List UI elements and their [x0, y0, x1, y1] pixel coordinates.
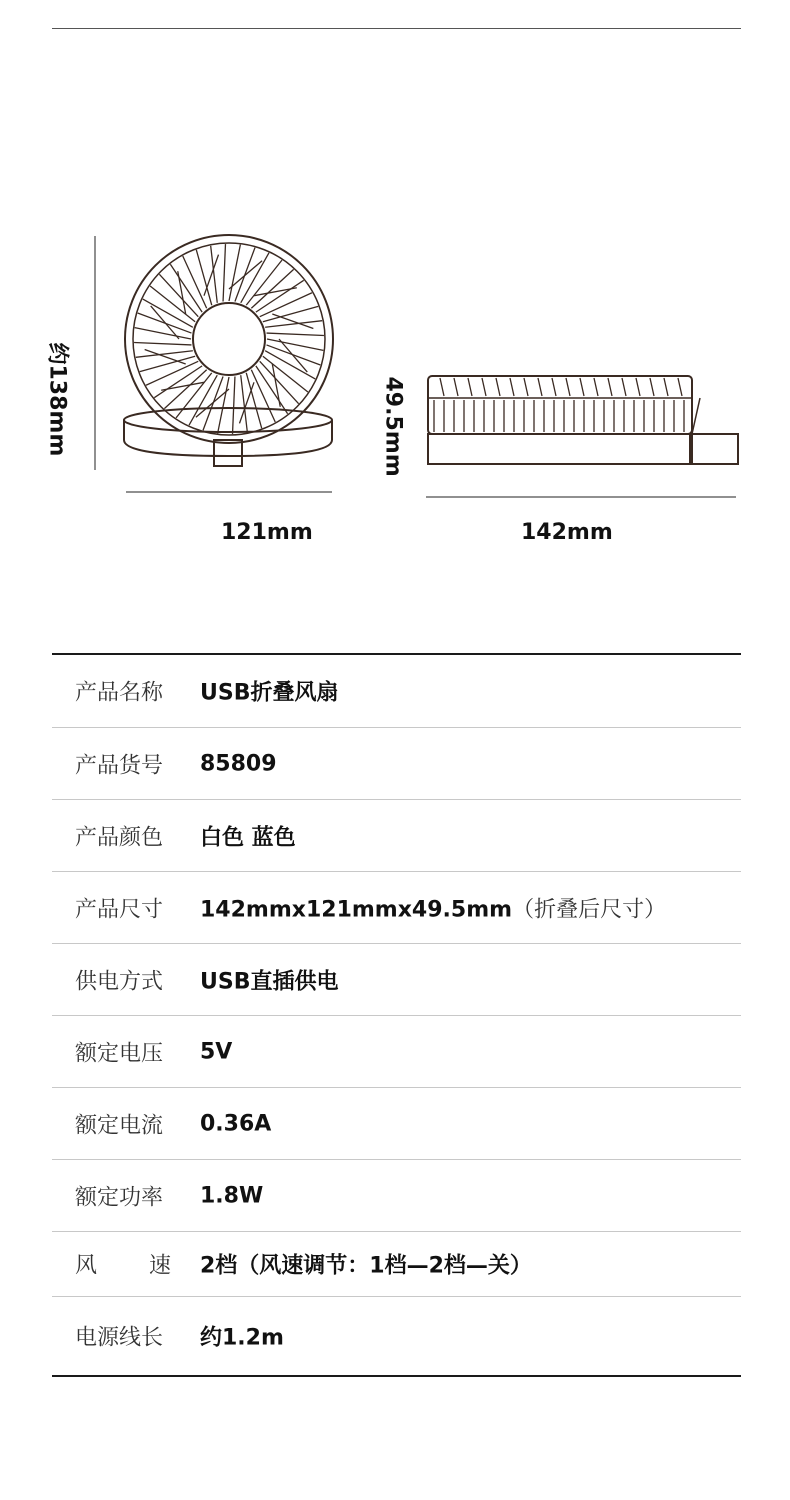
- grille-spoke: [164, 370, 206, 409]
- spec-row: [52, 944, 741, 1016]
- side-top-slat: [538, 378, 542, 396]
- side-top-slat: [622, 378, 626, 396]
- side-top-slat: [440, 378, 444, 396]
- side-width-dimension-label: 142mm: [521, 520, 613, 545]
- side-top-slat: [678, 378, 682, 396]
- spec-value: 白色 蓝色: [200, 825, 296, 850]
- product-dimension-diagram: [0, 0, 790, 640]
- spec-label: [75, 1249, 171, 1280]
- spec-label: 电源线长: [75, 1325, 164, 1351]
- side-top-slat: [608, 378, 612, 396]
- spec-row: [52, 1088, 741, 1160]
- side-top-slat: [454, 378, 458, 396]
- spec-label-part: 风: [75, 1253, 98, 1279]
- spec-table: [52, 653, 741, 1377]
- side-top-slat: [482, 378, 486, 396]
- grille-spoke: [263, 306, 318, 321]
- fan-blade: [254, 288, 297, 296]
- spec-value: 5V: [200, 1039, 233, 1064]
- side-top-slat: [552, 378, 556, 396]
- height-dimension-label: 约138mm: [44, 342, 70, 457]
- grille-spoke: [159, 274, 198, 316]
- spec-value: 1.8W: [200, 1183, 264, 1208]
- thickness-dimension-label: 49.5mm: [380, 376, 406, 477]
- grille-spoke: [223, 244, 225, 301]
- fan-blade: [272, 364, 280, 407]
- grille-spoke: [196, 250, 211, 305]
- spec-label: 额定电流: [75, 1113, 164, 1138]
- side-top-slat: [580, 378, 584, 396]
- spec-value: 2档（风速调节：1档—2档—关）: [200, 1253, 532, 1279]
- side-top-slat: [594, 378, 598, 396]
- spec-row: [52, 1016, 741, 1088]
- fan-blade: [178, 271, 186, 314]
- spec-value: USB折叠风扇: [200, 680, 339, 706]
- spec-row: [52, 872, 741, 944]
- side-top-slat: [510, 378, 514, 396]
- fan-line-drawing: [0, 0, 790, 640]
- grille-spoke: [260, 361, 299, 403]
- spec-label: 额定功率: [75, 1185, 164, 1210]
- spec-row: [52, 1297, 741, 1375]
- grille-spoke: [134, 343, 191, 345]
- size-value: 142mmx121mmx49.5mm: [200, 897, 513, 922]
- spec-label: 产品名称: [75, 680, 164, 706]
- spec-label: 产品颜色: [75, 825, 164, 850]
- spec-label: 产品货号: [75, 753, 164, 778]
- spec-value: 0.36A: [200, 1111, 272, 1136]
- spec-value: 85809: [200, 751, 277, 776]
- fan-blade: [161, 382, 204, 390]
- grille-spoke: [246, 373, 261, 428]
- size-note: （折叠后尺寸）: [512, 897, 667, 922]
- side-top-slat: [566, 378, 570, 396]
- side-top-slat: [524, 378, 528, 396]
- spec-value: 约1.2m: [200, 1325, 284, 1351]
- front-width-dimension-label: 121mm: [221, 520, 313, 545]
- spec-row: [52, 1160, 741, 1232]
- grille-spoke: [251, 269, 293, 308]
- spec-label: 供电方式: [75, 969, 164, 994]
- spec-row: [52, 1232, 741, 1297]
- spec-row: [52, 800, 741, 872]
- side-top-slat: [636, 378, 640, 396]
- spec-row: [52, 655, 741, 728]
- spec-row: [52, 728, 741, 800]
- spec-label: 额定电压: [75, 1041, 164, 1066]
- side-top-slat: [650, 378, 654, 396]
- side-top-slat: [468, 378, 472, 396]
- grille-spoke: [233, 377, 235, 434]
- side-top-slat: [496, 378, 500, 396]
- spec-value: [200, 892, 666, 923]
- grille-spoke: [140, 356, 195, 371]
- grille-spoke: [267, 333, 324, 335]
- side-top-slat: [664, 378, 668, 396]
- spec-label: 产品尺寸: [75, 897, 164, 922]
- spec-label-part: 速: [148, 1253, 171, 1279]
- spec-value: USB直插供电: [200, 969, 339, 994]
